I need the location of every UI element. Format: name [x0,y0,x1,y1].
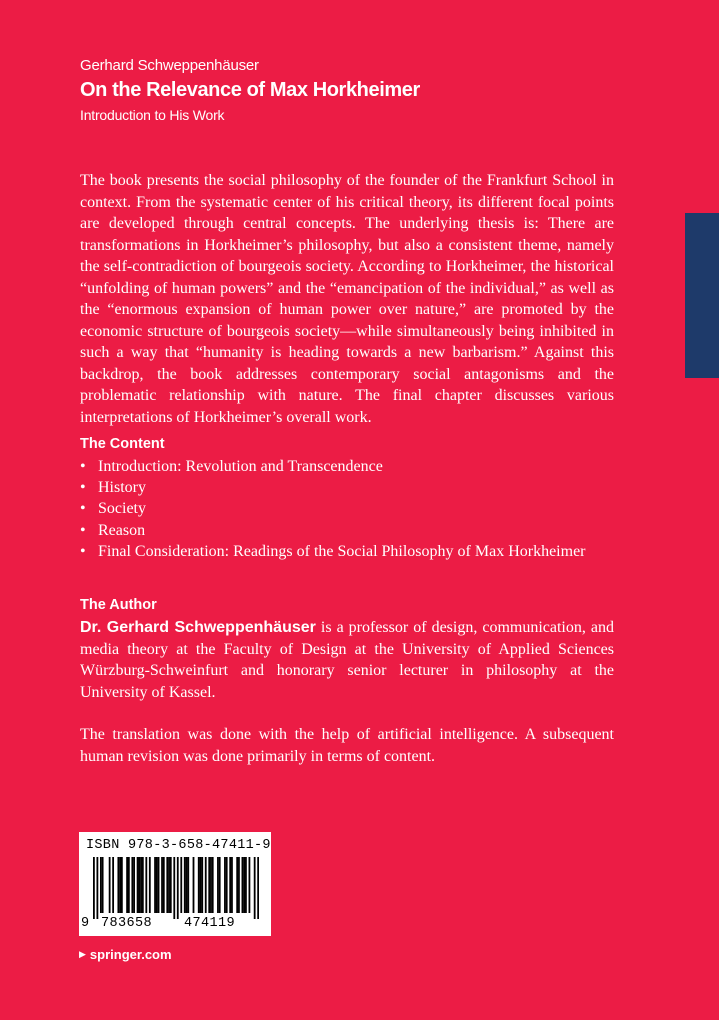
content-list-item: • Society [80,498,600,519]
barcode-digits-left: 783658 [101,916,153,931]
isbn-label: ISBN 978-3-658-47411-9 [86,838,271,853]
content-list-item: • Final Consideration: Readings of the Social Philosophy of Max Horkheimer [80,541,600,562]
content-list [80,456,600,562]
spine-tab [685,213,719,378]
content-list-item: • Introduction: Revolution and Transcendence [80,456,600,477]
book-title: On the Relevance of Max Horkheimer [80,79,420,101]
author-bio-text: is a professor of design, communication, and media theory at the Faculty of Design at the University of Applied Sciences Würzburg-Schweinfurt and honorary senior lecturer in philosophy at the University of Kassel. [80,619,614,701]
content-list-item: • History [80,477,600,498]
barcode-bars [93,857,259,919]
isbn-barcode [79,832,271,936]
author-heading: The Author [80,597,157,613]
barcode-digit-first: 9 [81,916,90,931]
content-heading: The Content [80,436,165,452]
publisher-link[interactable] [79,947,172,962]
arrow-right-icon: ▶ [79,949,86,959]
barcode-digits-right: 474119 [184,916,236,931]
author-bio-name: Dr. Gerhard Schweppenhäuser [80,619,316,636]
author-name: Gerhard Schweppenhäuser [80,57,259,74]
content-list-item: • Reason [80,520,600,541]
publisher-url: springer.com [89,947,172,962]
author-bio [80,617,614,703]
book-subtitle: Introduction to His Work [80,107,225,123]
book-blurb: The book presents the social philosophy of the founder of the Frankfurt School in context. From the systematic center of his critical theory, its different focal points are developed through central concepts. The underlying thesis is: There are transformations in Horkheimer’s philosophy, but also a consistent theme, namely the self-contradiction of bourgeois society. According to Horkheimer, the historical “unfolding of human powers” and the “emancipation of the individual,” as well as the “enormous expansion of human power over nature,” are promoted by the economic structure of bourgeois society—while simultaneously being inhibited in such a way that “humanity is heading towards a new barbarism.” Against this backdrop, the book addresses contemporary social antagonisms and the problematic relationship with nature. The final chapter discusses various interpretations of Horkheimer’s overall work. [80,172,614,426]
translation-note: The translation was done with the help of artificial intelligence. A subsequent human revision was done primarily in terms of content. [80,726,614,765]
